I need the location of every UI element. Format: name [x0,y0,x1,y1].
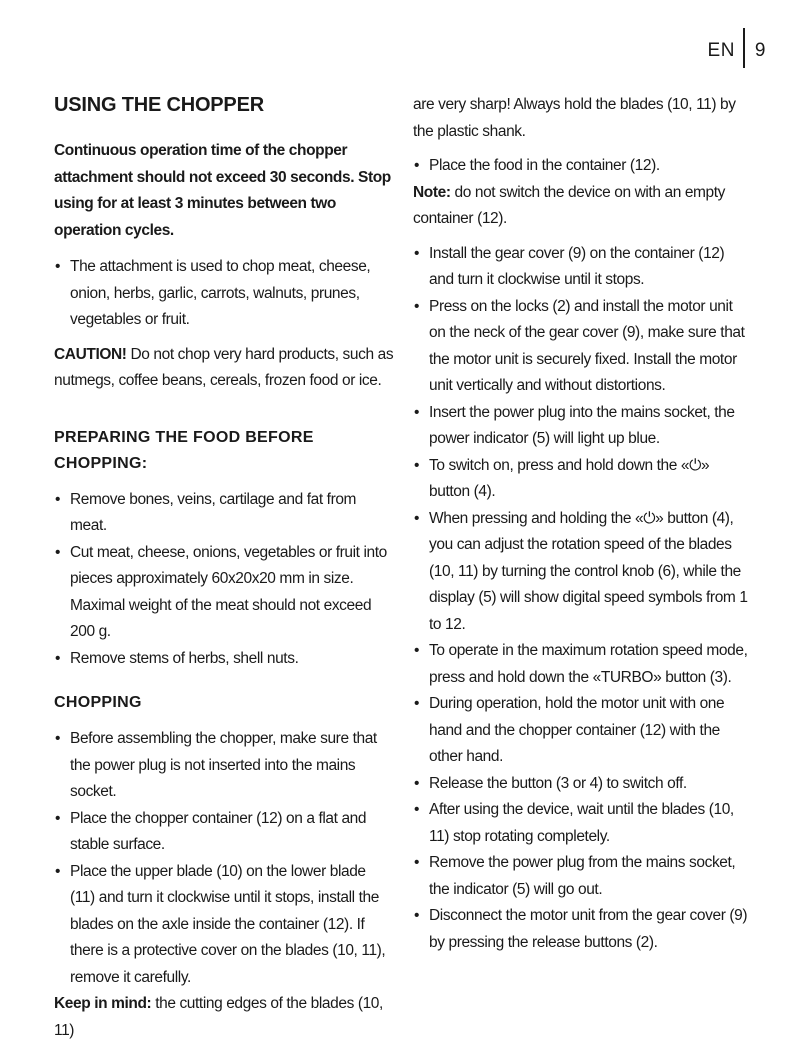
list-item: • Install the gear cover (9) on the container (12) and turn it clockwise until it stops. [413,241,751,294]
keep-in-mind-paragraph [54,991,394,1044]
list-item: • Remove the power plug from the mains socket, the indicator (5) will go out. [413,850,751,903]
left-column [54,92,394,1044]
operation-warning: Continuous operation time of the chopper attachment should not exceed 30 seconds. Stop using for at least 3 minutes between two operation cycles. [54,142,391,239]
note-paragraph [413,180,751,233]
continued-text: are very sharp! Always hold the blades (10, 11) by the plastic shank. [413,96,736,140]
list-item: • After using the device, wait until the blades (10, 11) stop rotating completely. [413,797,751,850]
food-list [413,153,751,180]
section-title: USING THE CHOPPER [54,94,264,116]
language-label: EN [707,40,735,61]
list-item: • To switch on, press and hold down the «⏻» button (4). [413,453,751,506]
chopping-heading: CHOPPING [54,694,142,711]
caution-paragraph [54,342,394,395]
caution-text: Do not chop very hard products, such as nutmegs, coffee beans, cereals, frozen food or ice. [54,345,394,389]
preparing-list [54,487,394,673]
list-item: • Press on the locks (2) and install the motor unit on the neck of the gear cover (9), make sure that the motor unit is securely fixed. Install the motor unit vertically and without distortions. [413,294,751,400]
intro-list [54,254,394,334]
list-item: • Insert the power plug into the mains socket, the power indicator (5) will light up blue. [413,400,751,453]
list-item: • Before assembling the chopper, make sure that the power plug is not inserted into the mains socket. [54,726,394,806]
keep-in-mind-text: the cutting edges of the blades (10, 11) [54,995,383,1039]
list-item: • Release the button (3 or 4) to switch off. [413,771,751,798]
note-text: do not switch the device on with an empty container (12). [413,183,726,227]
list-item: • Place the food in the container (12). [413,153,751,180]
list-item: • The attachment is used to chop meat, cheese, onion, herbs, garlic, carrots, walnuts, prunes, vegetables or fruit. [54,254,394,334]
list-item: • Remove stems of herbs, shell nuts. [54,646,394,673]
list-item: • When pressing and holding the «⏻» button (4), you can adjust the rotation speed of the blades (10, 11) by turning the control knob (6), while the display (5) will show digital speed symbols from 1 to 12. [413,506,751,639]
page-header [708,34,766,68]
keep-in-mind-label: Keep in mind: [54,995,152,1012]
list-item: • Disconnect the motor unit from the gear cover (9) by pressing the release buttons (2). [413,903,751,956]
caution-label: CAUTION! [54,345,127,363]
note-label: Note: [413,183,451,201]
list-item: • Cut meat, cheese, onions, vegetables or fruit into pieces approximately 60x20x20 mm in size. Maximal weight of the meat should not exceed 200 g. [54,540,394,646]
list-item: • During operation, hold the motor unit with one hand and the chopper container (12) with the other hand. [413,691,751,771]
list-item: • Place the upper blade (10) on the lower blade (11) and turn it clockwise until it stops, install the blades on the axle inside the container (12). If there is a protective cover on the blades (10, 11), remove it carefully. [54,859,394,992]
chopping-list [54,726,394,991]
list-item: • Remove bones, veins, cartilage and fat from meat. [54,487,394,540]
list-item: • Place the chopper container (12) on a flat and stable surface. [54,806,394,859]
right-column [413,92,751,956]
operation-list [413,241,751,957]
page-number: 9 [754,40,766,61]
list-item: • To operate in the maximum rotation speed mode, press and hold down the «TURBO» button (3). [413,638,751,691]
preparing-heading: PREPARING THE FOOD BEFORE CHOPPING: [54,428,314,472]
